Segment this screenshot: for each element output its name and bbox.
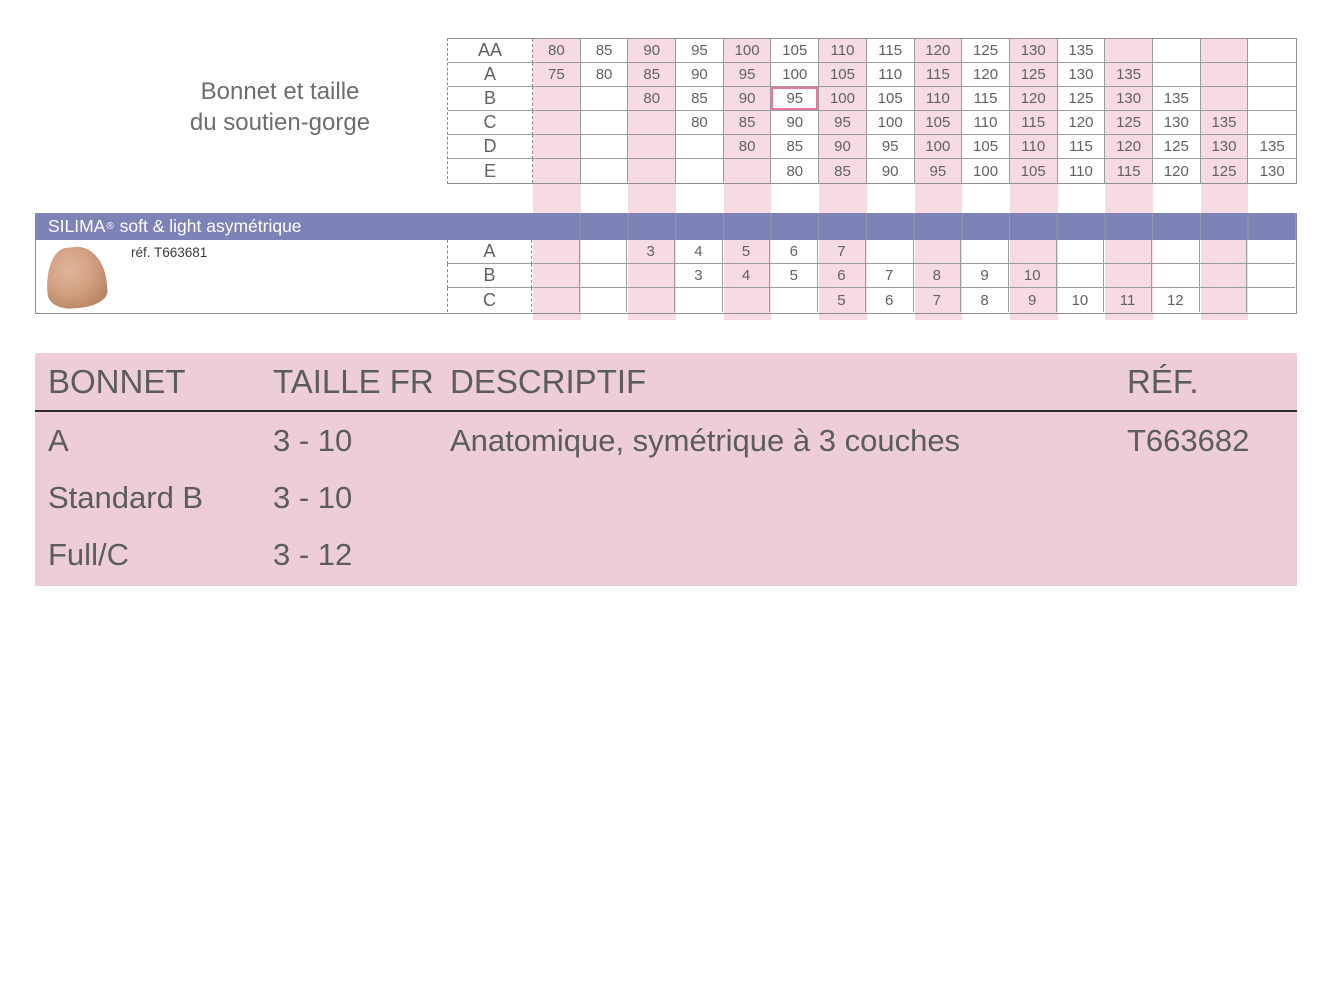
product-size-cell [580,288,628,312]
size-cell [581,111,629,135]
size-cell: 115 [915,63,963,87]
product-size-cell [1104,240,1152,264]
size-cell: 120 [1058,111,1106,135]
product-size-cell: 9 [1009,288,1057,312]
size-cell: 85 [581,39,629,63]
detail-cell-taille-fr: 3 - 10 [273,479,353,515]
size-cell: 95 [771,87,819,111]
size-cell: 110 [1058,159,1106,183]
size-cell: 85 [676,87,724,111]
size-cell: 110 [915,87,963,111]
size-cell: 85 [771,135,819,159]
size-cell: 130 [1201,135,1249,159]
size-cell [1248,39,1296,63]
size-cell: 105 [819,63,867,87]
size-cell: 120 [962,63,1010,87]
size-cell: 130 [1259,162,1285,180]
product-header-suffix: soft & light asymétrique [119,216,302,236]
product-row-label: A [447,240,532,264]
size-cell: 120 [1105,135,1153,159]
product-size-cell [1200,288,1248,312]
product-brand: SILIMA [48,216,106,236]
detail-header-descriptif: DESCRIPTIF [450,362,647,400]
size-cell [1201,87,1249,111]
size-cell [533,111,581,135]
product-size-cell [1152,264,1200,288]
size-cell: 105 [962,135,1010,159]
size-cell [1248,111,1296,135]
size-cell: 120 [915,39,963,63]
product-size-cell [1104,264,1152,288]
product-size-cell [1247,264,1295,288]
size-cell: 130 [1010,39,1058,63]
size-cell: 120 [1010,87,1058,111]
size-cell: 95 [915,159,963,183]
size-cell: 135 [1058,39,1106,63]
product-size-cell [1200,240,1248,264]
detail-header-bonnet: BONNET [48,362,186,400]
size-cell [581,87,629,111]
size-cell: 135 [1248,135,1296,159]
size-cell: 115 [1105,159,1153,183]
size-cell: 110 [1010,135,1058,159]
size-cell: 125 [1105,111,1153,135]
product-size-cell: 4 [675,240,723,264]
product-size-cell: 11 [1104,288,1152,312]
size-row-label: A [448,63,533,87]
detail-header-taille-fr: TAILLE FR [273,362,434,400]
size-cell: 125 [1153,135,1201,159]
detail-table-header-row [35,353,1297,412]
size-cell: 80 [628,87,676,111]
size-cell: 130 [1153,111,1201,135]
size-cell [676,159,724,183]
size-cell [1248,63,1296,87]
size-cell: 95 [819,111,867,135]
product-size-cell: 8 [914,264,962,288]
product-size-cell [1247,288,1295,312]
size-cell: 90 [771,111,819,135]
detail-cell-bonnet: Standard B [48,479,204,515]
product-size-cell [1057,264,1105,288]
detail-table [35,353,1297,586]
breast-prosthesis-photo [43,244,109,311]
size-cell [533,159,581,183]
product-size-cell: 6 [818,264,866,288]
size-cell [676,135,724,159]
size-cell [724,159,772,183]
product-size-cell: 6 [866,288,914,312]
size-cell: 80 [771,159,819,183]
product-size-cell [580,240,628,264]
size-cell: 125 [1201,159,1249,183]
product-size-cell: 8 [961,288,1009,312]
size-cell: 85 [628,63,676,87]
product-size-cell: 5 [770,264,818,288]
size-cell: 125 [962,39,1010,63]
size-cell: 110 [819,39,867,63]
size-cell: 100 [867,111,915,135]
size-cell: 95 [724,63,772,87]
product-size-cell: 7 [914,288,962,312]
size-cell: 125 [1010,63,1058,87]
product-size-cell [1152,240,1200,264]
detail-row [35,469,1297,526]
detail-cell-taille-fr: 3 - 12 [273,536,353,572]
detail-cell-ref: T663682 [1127,422,1250,458]
size-cell [533,135,581,159]
product-body [35,240,1297,314]
size-cell: 95 [867,135,915,159]
size-row-label: B [448,87,533,111]
product-size-cell [866,240,914,264]
header-bar-gridlines [533,213,1297,240]
product-size-cell: 7 [866,264,914,288]
product-size-cell: 6 [770,240,818,264]
size-cell [628,111,676,135]
size-cell: 115 [1058,135,1106,159]
product-size-cell: 7 [818,240,866,264]
size-cell: 90 [676,63,724,87]
size-cell [1153,63,1201,87]
size-cell [628,135,676,159]
size-chart-caption-line2: du soutien-gorge [189,109,371,136]
detail-cell-taille-fr: 3 - 10 [273,422,353,458]
product-size-grid [447,240,1295,313]
size-cell: 90 [819,135,867,159]
size-cell: 105 [915,111,963,135]
size-cell: 80 [724,135,772,159]
product-row-label: C [447,288,532,312]
size-cell: 75 [533,63,581,87]
product-size-cell [532,288,580,312]
product-size-cell [914,240,962,264]
product-size-cell: 12 [1152,288,1200,312]
size-cell: 125 [1058,87,1106,111]
size-cell: 85 [819,159,867,183]
product-size-cell: 10 [1009,264,1057,288]
product-size-cell: 3 [627,240,675,264]
size-cell: 135 [1105,63,1153,87]
detail-cell-bonnet: A [48,422,69,458]
product-ref-label: réf. T663681 [131,245,208,260]
detail-row [35,526,1297,583]
product-size-cell [675,288,723,312]
size-cell: 120 [1153,159,1201,183]
product-size-cell: 4 [723,264,771,288]
product-size-cell: 10 [1057,288,1105,312]
size-cell: 130 [1105,87,1153,111]
size-row-label: C [448,111,533,135]
size-cell: 80 [581,63,629,87]
size-cell [1201,63,1249,87]
product-size-cell [532,240,580,264]
product-size-cell: 3 [675,264,723,288]
detail-header-ref: RÉF. [1127,362,1199,400]
size-cell: 90 [867,159,915,183]
product-size-cell [627,288,675,312]
product-size-cell: 5 [818,288,866,312]
size-cell: 95 [676,39,724,63]
detail-cell-bonnet: Full/C [48,536,129,572]
size-row-label: AA [448,39,533,63]
size-cell: 115 [962,87,1010,111]
product-size-cell [1057,240,1105,264]
size-cell: 90 [724,87,772,111]
product-size-cell [580,264,628,288]
size-cell: 105 [771,39,819,63]
size-cell: 85 [724,111,772,135]
product-info-cell [36,240,447,313]
size-cell: 100 [915,135,963,159]
size-cell: 100 [771,63,819,87]
detail-cell-descriptif: Anatomique, symétrique à 3 couches [450,422,961,458]
size-cell [581,159,629,183]
size-cell: 110 [962,111,1010,135]
product-size-cell: 9 [961,264,1009,288]
size-chart-caption-line1: Bonnet et taille [200,78,360,105]
size-cell: 80 [676,111,724,135]
size-cell [1248,87,1296,111]
product-size-cell [770,288,818,312]
size-cell: 110 [867,63,915,87]
size-cell: 105 [1010,159,1058,183]
product-size-cell [1200,264,1248,288]
size-cell [581,135,629,159]
size-cell: 100 [962,159,1010,183]
product-section [35,213,1297,314]
product-size-cell [627,264,675,288]
size-cell: 80 [533,39,581,63]
product-size-cell [1009,240,1057,264]
size-row-label: E [448,159,533,183]
size-cell: 100 [724,39,772,63]
product-header-bar: SILIMA ® soft & light asymétrique [35,213,1297,240]
size-cell [1153,39,1201,63]
size-cell: 100 [819,87,867,111]
product-row-label: B [447,264,532,288]
size-cell: 115 [867,39,915,63]
product-size-cell: 5 [723,240,771,264]
size-cell: 115 [1010,111,1058,135]
product-size-cell [532,264,580,288]
size-cell: 105 [867,87,915,111]
product-size-cell [961,240,1009,264]
detail-row [35,412,1297,469]
size-cell: 90 [628,39,676,63]
size-chart-grid [447,38,1297,184]
product-size-cell [723,288,771,312]
size-chart-caption [145,76,415,138]
size-cell [628,159,676,183]
size-cell [1201,39,1249,63]
size-cell: 135 [1153,87,1201,111]
size-cell [1105,39,1153,63]
size-cell: 135 [1201,111,1249,135]
size-cell [533,87,581,111]
size-cell: 130 [1058,63,1106,87]
product-size-cell [1247,240,1295,264]
size-row-label: D [448,135,533,159]
